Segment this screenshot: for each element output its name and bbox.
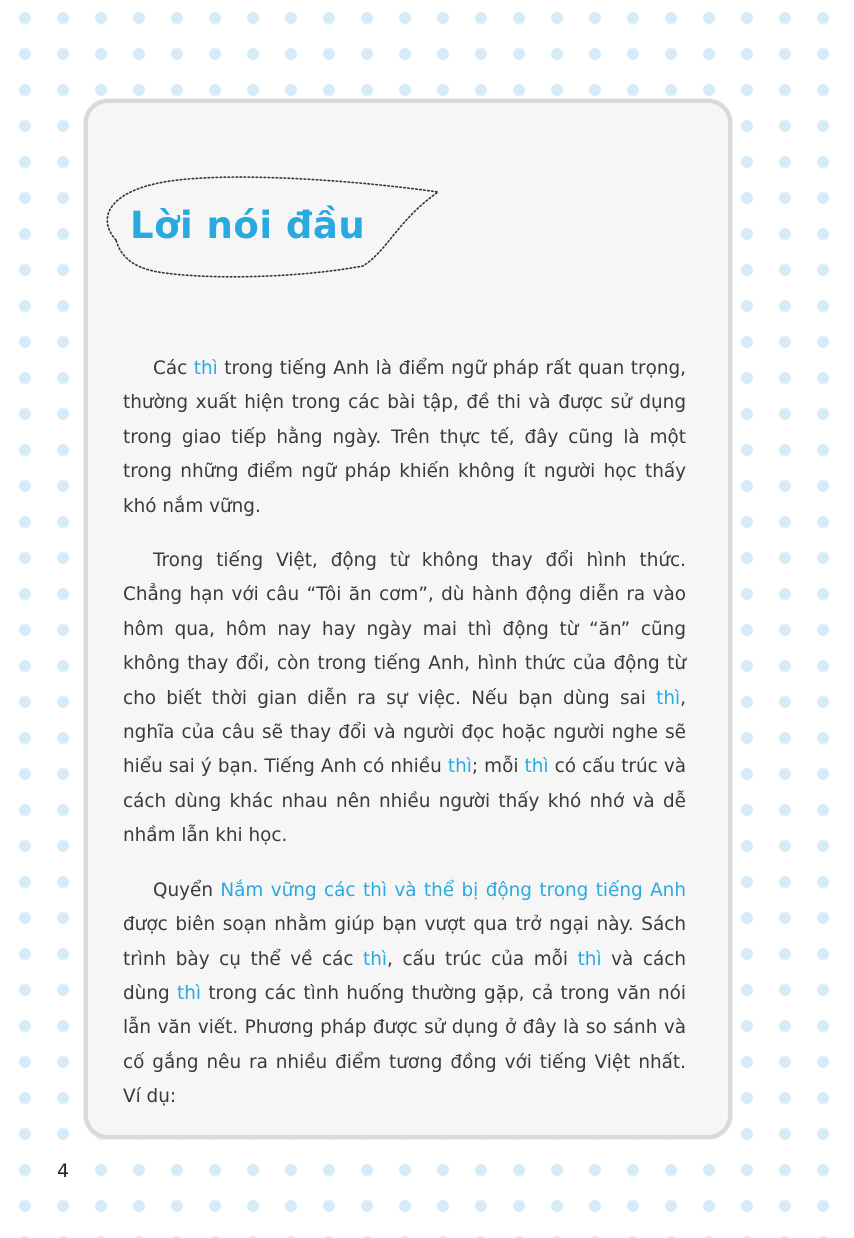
highlight-term: thì (656, 687, 681, 709)
text-run: ; mỗi (471, 756, 525, 778)
paragraph-1 (123, 352, 686, 524)
highlight-term: thì (193, 358, 218, 379)
highlight-term: thì (363, 948, 388, 970)
text-run: và cách dùng (123, 948, 687, 1004)
text-run: trong các tình huống thường gặp, cả trong văn nói lẫn văn viết. Phương pháp được sử dụng ở đây là so sánh và cố gắng nêu ra nhiều điểm tương đồng với tiếng Việt nhất. Ví dụ: (123, 982, 686, 1108)
highlight-term: thì (524, 756, 549, 778)
page-title: Lời nói đầu (130, 204, 366, 247)
highlight-term: thì (177, 982, 201, 1004)
text-run: Quyển (153, 879, 221, 901)
text-run: , nghĩa của câu sẽ thay đổi và người đọc hoặc người nghe sẽ hiểu sai ý bạn. Tiếng Anh có nhiều (123, 687, 686, 778)
highlight-term: Nắm vững các thì và thể bị động trong tiếng Anh (220, 879, 686, 901)
highlight-term: thì (577, 948, 602, 970)
text-run: , cấu trúc của mỗi (387, 948, 578, 970)
paragraph-3 (123, 874, 686, 1115)
text-run: trong tiếng Anh là điểm ngữ pháp rất quan trọng, thường xuất hiện trong các bài tập, đề thi và được sử dụng trong giao tiếp hằng ngày. Trên thực tế, đây cũng là một trong những điểm ngữ pháp khiến không ít người học thấy khó nắm vững. (123, 358, 686, 517)
highlight-term: thì (447, 756, 472, 778)
text-run: Các (153, 358, 194, 379)
paragraph-2 (123, 544, 686, 854)
text-run: Trong tiếng Việt, động từ không thay đổi hình thức. Chẳng hạn với câu “Tôi ăn cơm”, dù hành động diễn ra vào hôm qua, hôm nay hay ngày mai thì động từ “ăn” cũng không thay đổi, còn trong tiếng Anh, hình thức của động từ cho biết thời gian diễn ra sự việc. Nếu bạn dùng sai (123, 550, 686, 709)
text-run: có cấu trúc và cách dùng khác nhau nên nhiều người thấy khó nhớ và dễ nhầm lẫn khi học. (123, 756, 686, 847)
text-run: được biên soạn nhằm giúp bạn vượt qua trở ngại này. Sách trình bày cụ thể về các (123, 914, 686, 970)
body-text (123, 352, 686, 1135)
page-number: 4 (57, 1160, 70, 1182)
